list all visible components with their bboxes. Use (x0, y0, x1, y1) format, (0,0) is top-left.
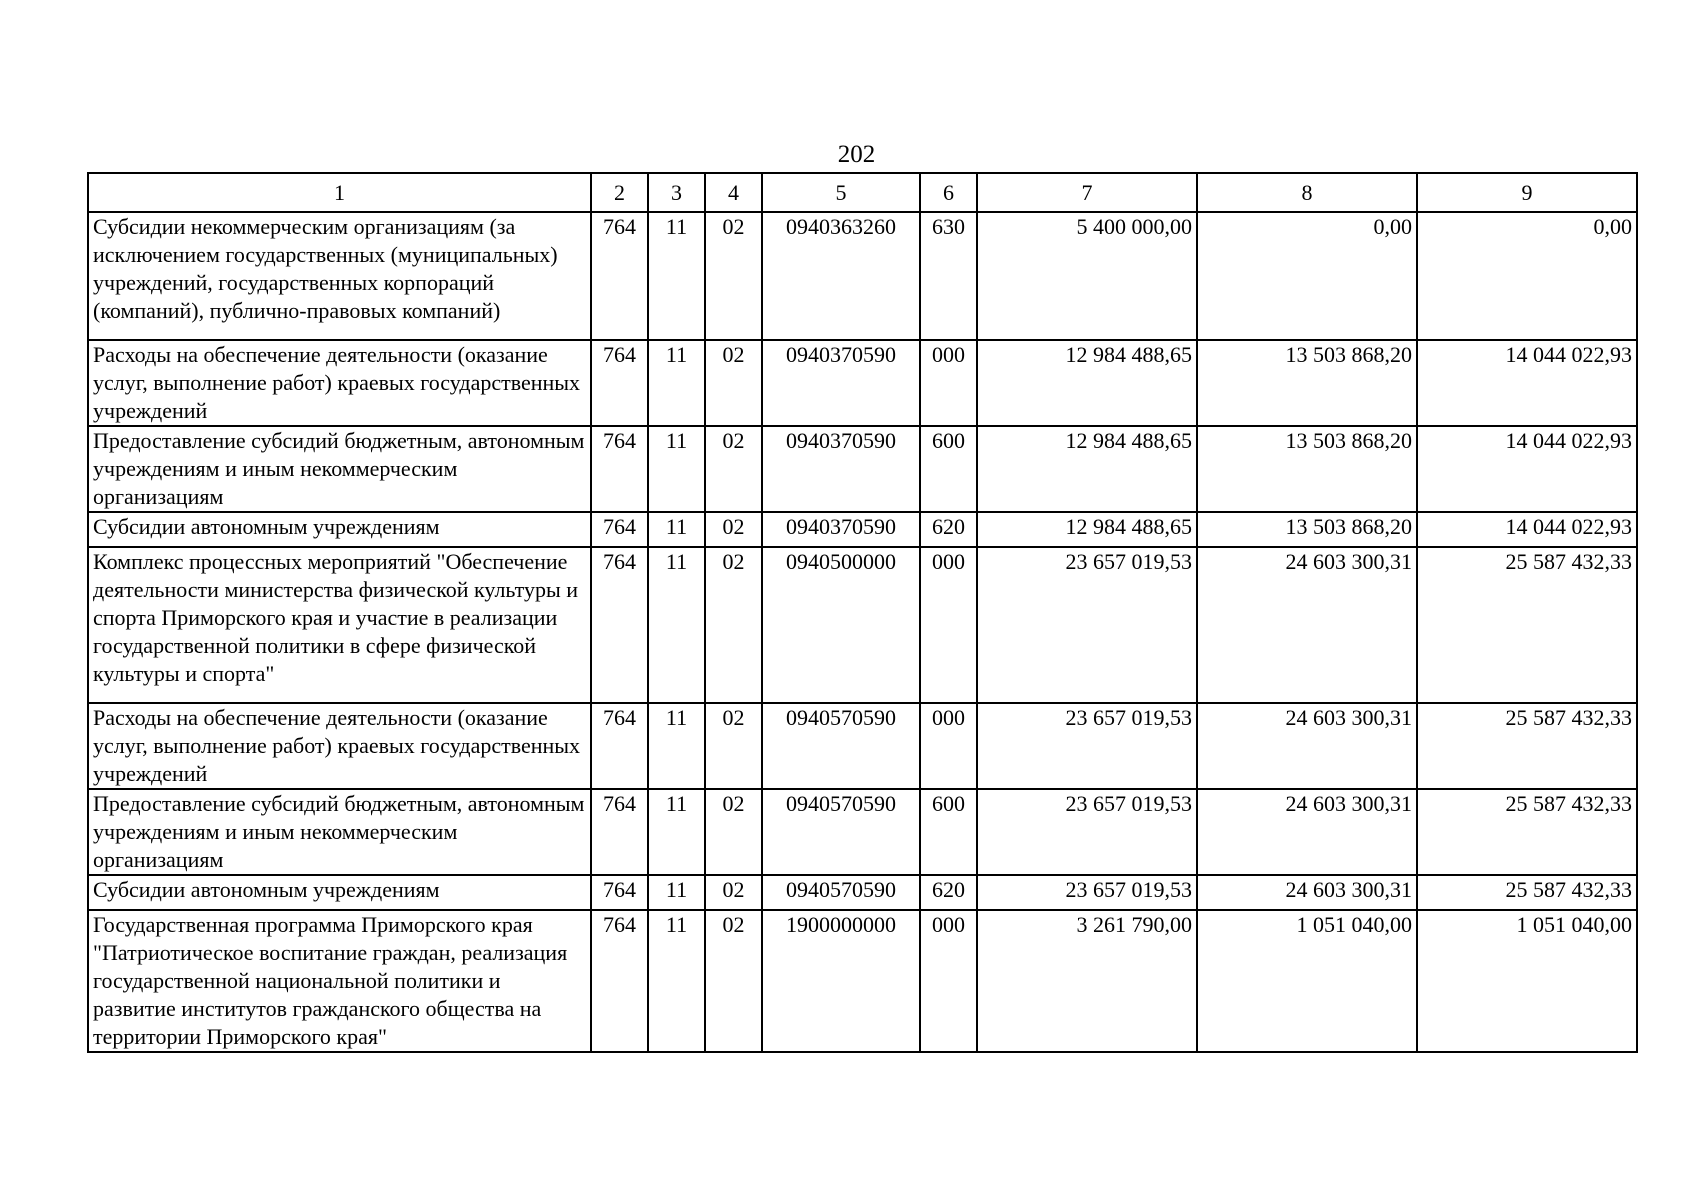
cell-amount-col9: 14 044 022,93 (1417, 512, 1637, 547)
row-name: Расходы на обеспечение деятельности (оказание услуг, выполнение работ) краевых государственных учреждений (88, 703, 591, 789)
cell-amount-col7: 5 400 000,00 (977, 212, 1197, 340)
cell-expense-type: 000 (920, 703, 977, 789)
cell-amount-col8: 13 503 868,20 (1197, 426, 1417, 512)
cell-amount-col7: 23 657 019,53 (977, 547, 1197, 703)
cell-amount-col8: 24 603 300,31 (1197, 875, 1417, 910)
cell-section: 11 (648, 789, 705, 875)
table-row (88, 426, 1637, 512)
table-body (88, 212, 1637, 1052)
cell-amount-col7: 23 657 019,53 (977, 875, 1197, 910)
cell-target-article: 0940370590 (762, 340, 920, 426)
cell-admin-code: 764 (591, 212, 648, 340)
cell-target-article: 0940570590 (762, 789, 920, 875)
row-name: Комплекс процессных мероприятий "Обеспечение деятельности министерства физической культуры и спорта Приморского края и участие в реализации государственной политики в сфере физической культуры и спорта" (88, 547, 591, 703)
page-number: 202 (837, 141, 876, 168)
cell-amount-col7: 23 657 019,53 (977, 703, 1197, 789)
table-row (88, 789, 1637, 875)
cell-amount-col9: 25 587 432,33 (1417, 875, 1637, 910)
cell-subsection: 02 (705, 212, 762, 340)
cell-section: 11 (648, 547, 705, 703)
column-header-7: 7 (977, 173, 1197, 212)
column-header-3: 3 (648, 173, 705, 212)
cell-amount-col9: 14 044 022,93 (1417, 340, 1637, 426)
cell-amount-col9: 1 051 040,00 (1417, 910, 1637, 1052)
table-row (88, 910, 1637, 1052)
cell-admin-code: 764 (591, 512, 648, 547)
cell-admin-code: 764 (591, 789, 648, 875)
table-row (88, 875, 1637, 910)
header-row (88, 173, 1637, 212)
cell-amount-col7: 12 984 488,65 (977, 426, 1197, 512)
cell-expense-type: 000 (920, 340, 977, 426)
column-header-9: 9 (1417, 173, 1637, 212)
cell-target-article: 0940370590 (762, 512, 920, 547)
cell-section: 11 (648, 426, 705, 512)
cell-target-article: 1900000000 (762, 910, 920, 1052)
column-header-6: 6 (920, 173, 977, 212)
cell-amount-col8: 0,00 (1197, 212, 1417, 340)
cell-target-article: 0940570590 (762, 875, 920, 910)
row-name: Субсидии некоммерческим организациям (за исключением государственных (муниципальных) учреждений, государственных корпораций (компаний), публично-правовых компаний) (88, 212, 591, 340)
column-header-1: 1 (88, 173, 591, 212)
cell-target-article: 0940500000 (762, 547, 920, 703)
row-name: Предоставление субсидий бюджетным, автономным учреждениям и иным некоммерческим организациям (88, 426, 591, 512)
cell-target-article: 0940363260 (762, 212, 920, 340)
cell-section: 11 (648, 910, 705, 1052)
cell-expense-type: 600 (920, 426, 977, 512)
cell-section: 11 (648, 512, 705, 547)
row-name: Расходы на обеспечение деятельности (оказание услуг, выполнение работ) краевых государственных учреждений (88, 340, 591, 426)
cell-admin-code: 764 (591, 426, 648, 512)
cell-subsection: 02 (705, 703, 762, 789)
cell-amount-col9: 0,00 (1417, 212, 1637, 340)
cell-subsection: 02 (705, 789, 762, 875)
cell-section: 11 (648, 212, 705, 340)
row-name: Субсидии автономным учреждениям (88, 512, 591, 547)
table-row (88, 212, 1637, 340)
cell-admin-code: 764 (591, 547, 648, 703)
cell-expense-type: 620 (920, 875, 977, 910)
row-name: Субсидии автономным учреждениям (88, 875, 591, 910)
cell-admin-code: 764 (591, 703, 648, 789)
cell-amount-col7: 12 984 488,65 (977, 512, 1197, 547)
table-row (88, 512, 1637, 547)
cell-subsection: 02 (705, 875, 762, 910)
cell-target-article: 0940570590 (762, 703, 920, 789)
table-row (88, 547, 1637, 703)
cell-amount-col8: 24 603 300,31 (1197, 547, 1417, 703)
cell-amount-col7: 23 657 019,53 (977, 789, 1197, 875)
cell-amount-col8: 24 603 300,31 (1197, 789, 1417, 875)
cell-amount-col9: 14 044 022,93 (1417, 426, 1637, 512)
column-header-8: 8 (1197, 173, 1417, 212)
cell-subsection: 02 (705, 426, 762, 512)
cell-admin-code: 764 (591, 910, 648, 1052)
row-name: Предоставление субсидий бюджетным, автономным учреждениям и иным некоммерческим организациям (88, 789, 591, 875)
cell-expense-type: 000 (920, 910, 977, 1052)
cell-subsection: 02 (705, 340, 762, 426)
cell-amount-col9: 25 587 432,33 (1417, 703, 1637, 789)
cell-admin-code: 764 (591, 875, 648, 910)
column-header-5: 5 (762, 173, 920, 212)
cell-section: 11 (648, 875, 705, 910)
cell-section: 11 (648, 703, 705, 789)
column-header-4: 4 (705, 173, 762, 212)
cell-amount-col7: 12 984 488,65 (977, 340, 1197, 426)
cell-amount-col9: 25 587 432,33 (1417, 789, 1637, 875)
cell-amount-col8: 24 603 300,31 (1197, 703, 1417, 789)
cell-amount-col9: 25 587 432,33 (1417, 547, 1637, 703)
budget-table (87, 172, 1638, 1053)
cell-subsection: 02 (705, 910, 762, 1052)
cell-section: 11 (648, 340, 705, 426)
cell-expense-type: 630 (920, 212, 977, 340)
cell-subsection: 02 (705, 547, 762, 703)
cell-expense-type: 600 (920, 789, 977, 875)
cell-amount-col7: 3 261 790,00 (977, 910, 1197, 1052)
cell-expense-type: 000 (920, 547, 977, 703)
row-name: Государственная программа Приморского края "Патриотическое воспитание граждан, реализация государственной национальной политики и развитие институтов гражданского общества на территории Приморского края" (88, 910, 591, 1052)
cell-amount-col8: 1 051 040,00 (1197, 910, 1417, 1052)
cell-amount-col8: 13 503 868,20 (1197, 512, 1417, 547)
table-row (88, 703, 1637, 789)
cell-subsection: 02 (705, 512, 762, 547)
cell-target-article: 0940370590 (762, 426, 920, 512)
table-row (88, 340, 1637, 426)
column-header-2: 2 (591, 173, 648, 212)
cell-admin-code: 764 (591, 340, 648, 426)
cell-expense-type: 620 (920, 512, 977, 547)
cell-amount-col8: 13 503 868,20 (1197, 340, 1417, 426)
